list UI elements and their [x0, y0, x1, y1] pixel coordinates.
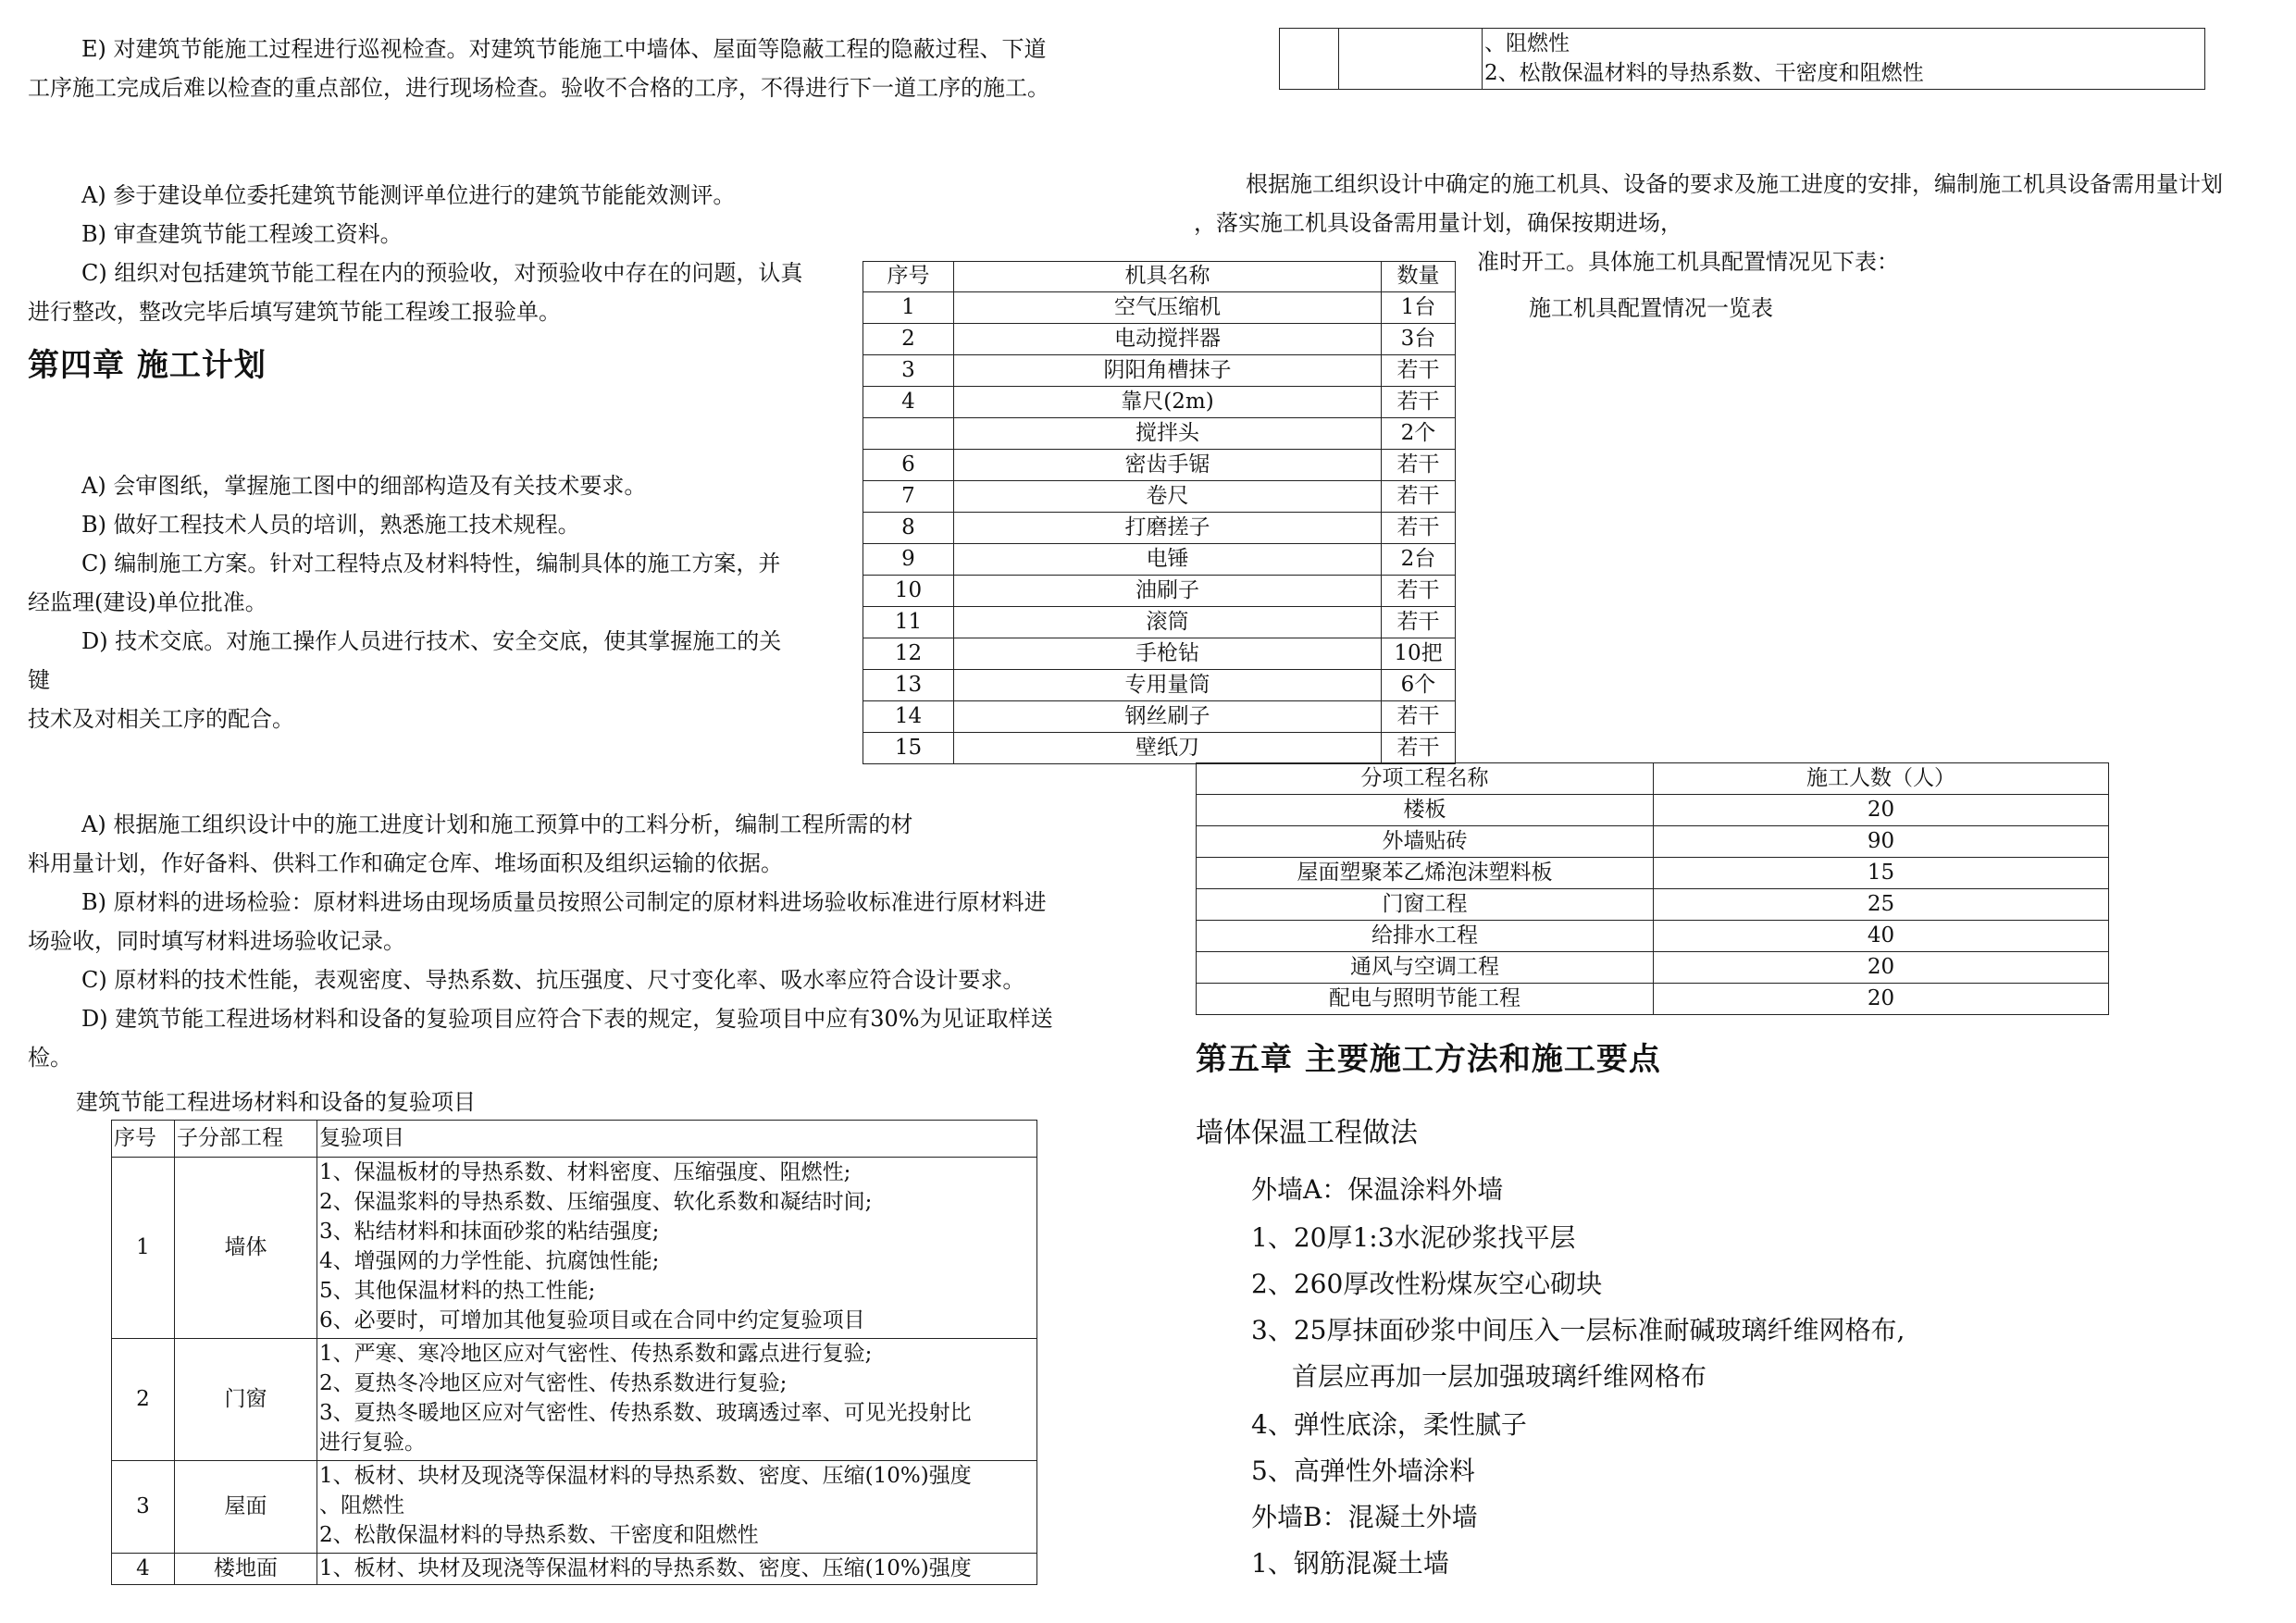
tool-qty: 10把 — [1382, 638, 1456, 670]
table-row — [863, 733, 1456, 764]
row-items — [317, 1158, 1037, 1339]
wall-a-step-1: 1、20厚1:3水泥砂浆找平层 — [1251, 1222, 1576, 1253]
row-items — [1483, 29, 2205, 90]
continued-table-fragment — [1279, 28, 2205, 90]
table-row — [1197, 795, 2109, 826]
wall-a-step-2: 2、260厚改性粉煤灰空心砌块 — [1251, 1269, 1603, 1299]
para-e-line2: 工序施工完成后难以检查的重点部位，进行现场检查。验收不合格的工序，不得进行下一道工序的施工。 — [28, 75, 1049, 101]
row-part: 屋面 — [175, 1461, 317, 1554]
row-number: 13 — [863, 670, 954, 701]
para-tools-line3: 准时开工。具体施工机具配置情况见下表： — [1477, 249, 1899, 275]
tool-name: 空气压缩机 — [954, 292, 1382, 324]
header-cell: 数量 — [1382, 262, 1456, 292]
para-c3: C) 原材料的技术性能，表观密度、导热系数、抗压强度、尺寸变化率、吸水率应符合设计要求。 — [81, 967, 1025, 993]
item-line: 1、板材、块材及现浇等保温材料的导热系数、密度、压缩(10%)强度 — [319, 1555, 972, 1580]
table-row — [1197, 858, 2109, 889]
tool-name: 电锤 — [954, 544, 1382, 576]
item-line: 2、松散保温材料的导热系数、干密度和阻燃性 — [319, 1523, 759, 1547]
work-item-name: 配电与照明节能工程 — [1197, 984, 1654, 1015]
empty-cell — [1339, 29, 1483, 90]
empty-cell — [1280, 29, 1339, 90]
tool-qty: 若干 — [1382, 701, 1456, 733]
para-a3-line1: A) 根据施工组织设计中的施工进度计划和施工预算中的工料分析，编制工程所需的材 — [81, 812, 913, 837]
retest-table-title: 建筑节能工程进场材料和设备的复验项目 — [76, 1089, 476, 1115]
row-number: 1 — [112, 1158, 175, 1339]
item-line: 1、保温板材的导热系数、材料密度、压缩强度、阻燃性; — [319, 1160, 851, 1184]
chapter-4-heading: 第四章 施工计划 — [28, 347, 267, 384]
worker-count: 15 — [1654, 858, 2109, 889]
item-line: 进行复验。 — [319, 1431, 426, 1455]
row-number — [863, 418, 954, 450]
row-number: 7 — [863, 481, 954, 513]
header-cell: 机具名称 — [954, 262, 1382, 292]
row-number: 4 — [863, 387, 954, 418]
row-number: 3 — [112, 1461, 175, 1554]
worker-count: 25 — [1654, 889, 2109, 921]
row-number: 14 — [863, 701, 954, 733]
tool-name: 搅拌头 — [954, 418, 1382, 450]
table-row — [863, 292, 1456, 324]
row-number: 3 — [863, 355, 954, 387]
table-header-row — [112, 1121, 1037, 1158]
tool-name: 专用量筒 — [954, 670, 1382, 701]
table-row — [1197, 984, 2109, 1015]
table-row — [863, 670, 1456, 701]
table-row — [112, 1158, 1037, 1339]
tool-qty: 若干 — [1382, 355, 1456, 387]
tool-qty: 若干 — [1382, 387, 1456, 418]
tool-name: 电动搅拌器 — [954, 324, 1382, 355]
tool-qty: 若干 — [1382, 607, 1456, 638]
tool-qty: 2个 — [1382, 418, 1456, 450]
row-part: 墙体 — [175, 1158, 317, 1339]
row-part: 楼地面 — [175, 1554, 317, 1585]
work-item-name: 给排水工程 — [1197, 921, 1654, 952]
tool-name: 油刷子 — [954, 576, 1382, 607]
wall-b-step-1: 1、钢筋混凝土墙 — [1251, 1548, 1449, 1579]
tool-qty: 2台 — [1382, 544, 1456, 576]
item-line: 2、保温浆料的导热系数、压缩强度、软化系数和凝结时间; — [319, 1190, 873, 1214]
tool-qty: 若干 — [1382, 450, 1456, 481]
wall-a-step-3-line1: 3、25厚抹面砂浆中间压入一层标准耐碱玻璃纤维网格布, — [1251, 1315, 1905, 1345]
row-number: 4 — [112, 1554, 175, 1585]
work-item-name: 通风与空调工程 — [1197, 952, 1654, 984]
wall-a-step-4: 4、弹性底涂，柔性腻子 — [1251, 1409, 1527, 1440]
para-b1: B) 审查建筑节能工程竣工资料。 — [81, 221, 403, 247]
para-a3-line2: 料用量计划，作好备料、供料工作和确定仓库、堆场面积及组织运输的依据。 — [28, 850, 783, 876]
labor-table — [1196, 762, 2109, 1015]
row-number: 1 — [863, 292, 954, 324]
retest-table — [111, 1120, 1037, 1585]
table-row — [863, 638, 1456, 670]
tool-name: 手枪钻 — [954, 638, 1382, 670]
table-row — [112, 1339, 1037, 1461]
table-row — [1197, 826, 2109, 858]
tool-qty: 1台 — [1382, 292, 1456, 324]
worker-count: 90 — [1654, 826, 2109, 858]
table-row — [863, 355, 1456, 387]
tool-name: 钢丝刷子 — [954, 701, 1382, 733]
work-item-name: 门窗工程 — [1197, 889, 1654, 921]
item-line: 、阻燃性 — [1484, 31, 1570, 56]
wall-a-title: 外墙A：保温涂料外墙 — [1251, 1174, 1504, 1205]
table-row — [863, 387, 1456, 418]
row-number: 10 — [863, 576, 954, 607]
para-a1: A) 参于建设单位委托建筑节能测评单位进行的建筑节能能效测评。 — [81, 182, 736, 208]
wall-b-title: 外墙B：混凝土外墙 — [1251, 1502, 1478, 1532]
table-row — [1197, 921, 2109, 952]
table-row — [863, 544, 1456, 576]
item-line: 3、夏热冬暖地区应对气密性、传热系数、玻璃透过率、可见光投射比 — [319, 1401, 972, 1425]
item-line: 5、其他保温材料的热工性能; — [319, 1279, 596, 1303]
row-number: 9 — [863, 544, 954, 576]
table-row — [863, 576, 1456, 607]
table-row — [112, 1461, 1037, 1554]
item-line: 4、增强网的力学性能、抗腐蚀性能; — [319, 1249, 660, 1273]
chapter-5-heading: 第五章 主要施工方法和施工要点 — [1196, 1041, 1661, 1078]
item-line: 1、板材、块材及现浇等保温材料的导热系数、密度、压缩(10%)强度 — [319, 1464, 972, 1488]
item-line: 2、夏热冬冷地区应对气密性、传热系数进行复验; — [319, 1371, 788, 1395]
row-items — [317, 1461, 1037, 1554]
para-d2-line3: 技术及对相关工序的配合。 — [28, 706, 294, 732]
worker-count: 20 — [1654, 952, 2109, 984]
para-c1-line2: 进行整改，整改完毕后填写建筑节能工程竣工报验单。 — [28, 299, 561, 325]
table-row — [112, 1554, 1037, 1585]
row-part: 门窗 — [175, 1339, 317, 1461]
worker-count: 20 — [1654, 984, 2109, 1015]
header-cell: 施工人数（人） — [1654, 763, 2109, 795]
worker-count: 20 — [1654, 795, 2109, 826]
para-c1-line1: C) 组织对包括建筑节能工程在内的预验收，对预验收中存在的问题，认真 — [81, 260, 803, 286]
para-d3-line1: D) 建筑节能工程进场材料和设备的复验项目应符合下表的规定，复验项目中应有30%为见证取样送 — [81, 1006, 1053, 1032]
para-b3-line2: 场验收，同时填写材料进场验收记录。 — [28, 928, 405, 954]
para-e-line1: E) 对建筑节能施工过程进行巡视检查。对建筑节能施工中墙体、屋面等隐蔽工程的隐蔽过程、下道 — [81, 36, 1047, 62]
header-cell: 序号 — [863, 262, 954, 292]
work-item-name: 外墙贴砖 — [1197, 826, 1654, 858]
table-header-row — [1197, 763, 2109, 795]
tool-qty: 6个 — [1382, 670, 1456, 701]
table-row — [1197, 889, 2109, 921]
table-row — [863, 418, 1456, 450]
row-number: 15 — [863, 733, 954, 764]
table-row — [863, 513, 1456, 544]
table-row — [863, 324, 1456, 355]
tool-name: 靠尺(2m) — [954, 387, 1382, 418]
tool-name: 密齿手锯 — [954, 450, 1382, 481]
tool-name: 打磨搓子 — [954, 513, 1382, 544]
header-cell: 序号 — [112, 1121, 175, 1158]
tool-qty: 若干 — [1382, 576, 1456, 607]
tool-qty: 若干 — [1382, 513, 1456, 544]
para-d2-line1: D) 技术交底。对施工操作人员进行技术、安全交底，使其掌握施工的关 — [81, 628, 782, 654]
item-line: 1、严寒、寒冷地区应对气密性、传热系数和露点进行复验; — [319, 1342, 873, 1366]
table-row — [863, 701, 1456, 733]
para-a2: A) 会审图纸，掌握施工图中的细部构造及有关技术要求。 — [81, 473, 647, 499]
wall-a-step-5: 5、高弹性外墙涂料 — [1251, 1456, 1475, 1486]
para-tools-line1: 根据施工组织设计中确定的施工机具、设备的要求及施工进度的安排，编制施工机具设备需用量计划 — [1246, 171, 2223, 197]
item-line: 、阻燃性 — [319, 1493, 404, 1518]
work-item-name: 楼板 — [1197, 795, 1654, 826]
work-item-name: 屋面塑聚苯乙烯泡沫塑料板 — [1197, 858, 1654, 889]
item-line: 6、必要时，可增加其他复验项目或在合同中约定复验项目 — [319, 1308, 865, 1332]
tool-table — [863, 261, 1456, 764]
para-d3-line2: 检。 — [28, 1045, 72, 1071]
table-row — [863, 450, 1456, 481]
table-row — [863, 481, 1456, 513]
header-cell: 复验项目 — [317, 1121, 1037, 1158]
row-number: 2 — [112, 1339, 175, 1461]
row-number: 12 — [863, 638, 954, 670]
row-items — [317, 1554, 1037, 1585]
header-cell: 分项工程名称 — [1197, 763, 1654, 795]
item-line: 3、粘结材料和抹面砂浆的粘结强度; — [319, 1220, 660, 1244]
table-row — [1197, 952, 2109, 984]
para-c2-line2: 经监理(建设)单位批准。 — [28, 589, 267, 615]
wall-method-heading: 墙体保温工程做法 — [1196, 1117, 1418, 1149]
wall-a-step-3-line2: 首层应再加一层加强玻璃纤维网格布 — [1292, 1361, 1707, 1392]
tool-name: 滚筒 — [954, 607, 1382, 638]
table-row — [1280, 29, 2205, 90]
tool-name: 阴阳角槽抹子 — [954, 355, 1382, 387]
para-c2-line1: C) 编制施工方案。针对工程特点及材料特性，编制具体的施工方案，并 — [81, 551, 781, 576]
row-number: 11 — [863, 607, 954, 638]
table-header-row — [863, 262, 1456, 292]
row-items — [317, 1339, 1037, 1461]
tool-qty: 若干 — [1382, 481, 1456, 513]
tool-qty: 3台 — [1382, 324, 1456, 355]
tool-name: 卷尺 — [954, 481, 1382, 513]
header-cell: 子分部工程 — [175, 1121, 317, 1158]
para-b2: B) 做好工程技术人员的培训，熟悉施工技术规程。 — [81, 512, 580, 538]
table-row — [863, 607, 1456, 638]
tool-name: 壁纸刀 — [954, 733, 1382, 764]
row-number: 8 — [863, 513, 954, 544]
item-line: 2、松散保温材料的导热系数、干密度和阻燃性 — [1484, 61, 1924, 85]
tool-qty: 若干 — [1382, 733, 1456, 764]
worker-count: 40 — [1654, 921, 2109, 952]
tool-table-title: 施工机具配置情况一览表 — [1529, 295, 1773, 321]
para-b3-line1: B) 原材料的进场检验：原材料进场由现场质量员按照公司制定的原材料进场验收标准进行原材料进 — [81, 889, 1047, 915]
para-d2-line2: 键 — [28, 667, 50, 693]
row-number: 2 — [863, 324, 954, 355]
row-number: 6 — [863, 450, 954, 481]
para-tools-line2: ，落实施工机具设备需用量计划，确保按期进场， — [1194, 210, 1682, 236]
